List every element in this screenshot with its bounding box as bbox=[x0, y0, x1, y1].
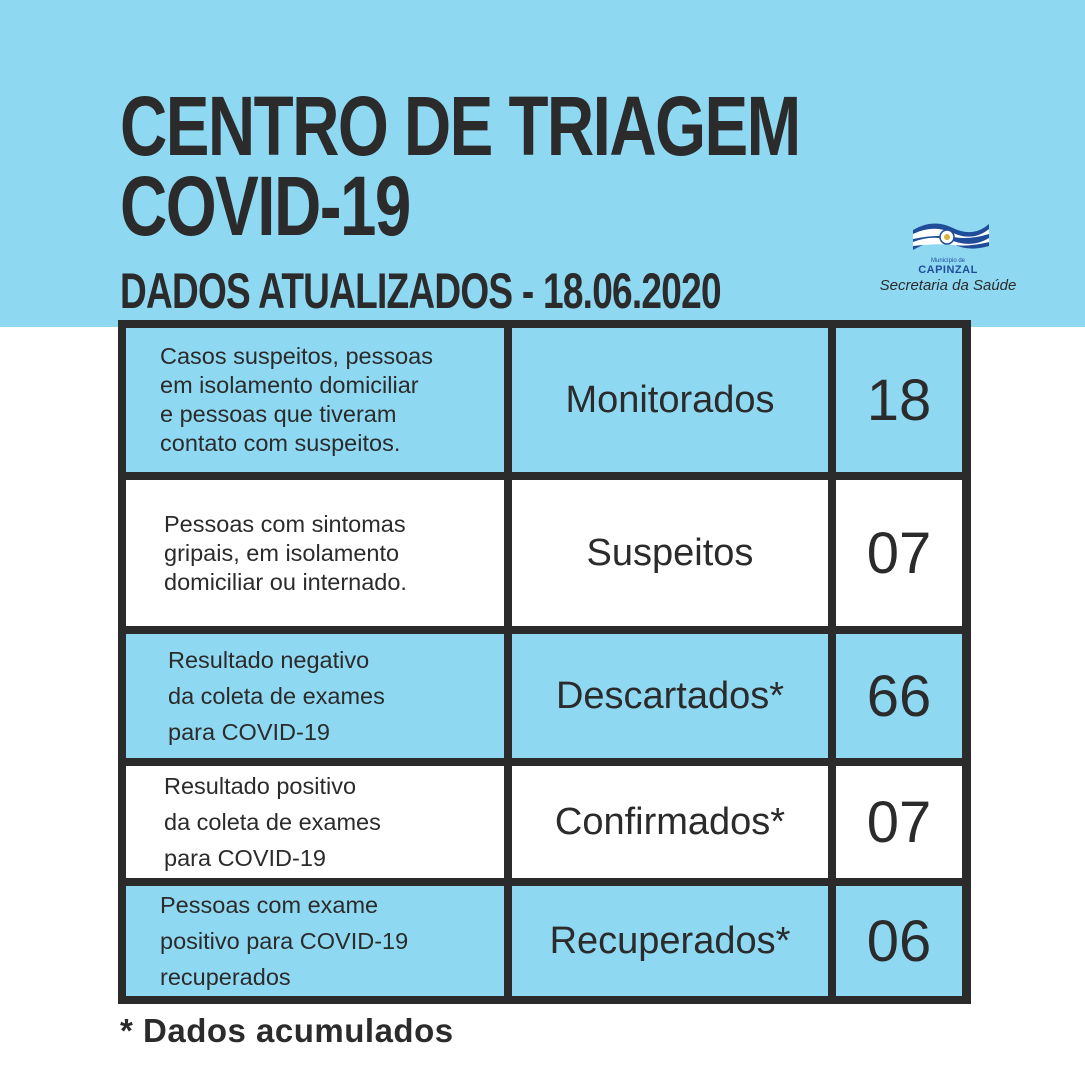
row-description: Resultado negativo da coleta de exames para COVID-19 bbox=[126, 634, 504, 758]
capinzal-logo bbox=[858, 212, 1038, 302]
row-value: 06 bbox=[836, 886, 962, 996]
logo-municipality-text: Município de bbox=[930, 258, 966, 264]
row-label: Monitorados bbox=[512, 328, 828, 472]
table-row-recuperados bbox=[118, 886, 971, 996]
row-label: Suspeitos bbox=[512, 480, 828, 626]
row-value: 66 bbox=[836, 634, 962, 758]
table-row-descartados bbox=[118, 634, 971, 758]
row-label: Confirmados* bbox=[512, 766, 828, 878]
covid-data-table bbox=[118, 320, 971, 1004]
row-description: Casos suspeitos, pessoas em isolamento domiciliar e pessoas que tiveram contato com suspeitos. bbox=[126, 328, 504, 472]
row-value: 07 bbox=[836, 480, 962, 626]
row-label: Recuperados* bbox=[512, 886, 828, 996]
footnote: * Dados acumulados bbox=[120, 1012, 454, 1049]
table-row-suspeitos bbox=[118, 480, 971, 626]
row-value: 18 bbox=[836, 328, 962, 472]
flag-icon bbox=[903, 212, 993, 260]
table-row-confirmados bbox=[118, 766, 971, 878]
logo-department: Secretaria da Saúde bbox=[879, 277, 1017, 294]
page-title-line1: CENTRO DE TRIAGEM bbox=[120, 79, 800, 173]
row-description: Resultado positivo da coleta de exames para COVID-19 bbox=[126, 766, 504, 878]
update-date-subtitle: DADOS ATUALIZADOS - 18.06.2020 bbox=[120, 263, 721, 319]
row-value: 07 bbox=[836, 766, 962, 878]
logo-city-name: CAPINZAL bbox=[918, 264, 978, 276]
table-row-monitorados bbox=[118, 328, 971, 472]
row-description: Pessoas com exame positivo para COVID-19 recuperados bbox=[126, 886, 504, 996]
row-description: Pessoas com sintomas gripais, em isolamento domiciliar ou internado. bbox=[126, 480, 504, 626]
page-title-line2: COVID-19 bbox=[120, 159, 410, 253]
row-label: Descartados* bbox=[512, 634, 828, 758]
